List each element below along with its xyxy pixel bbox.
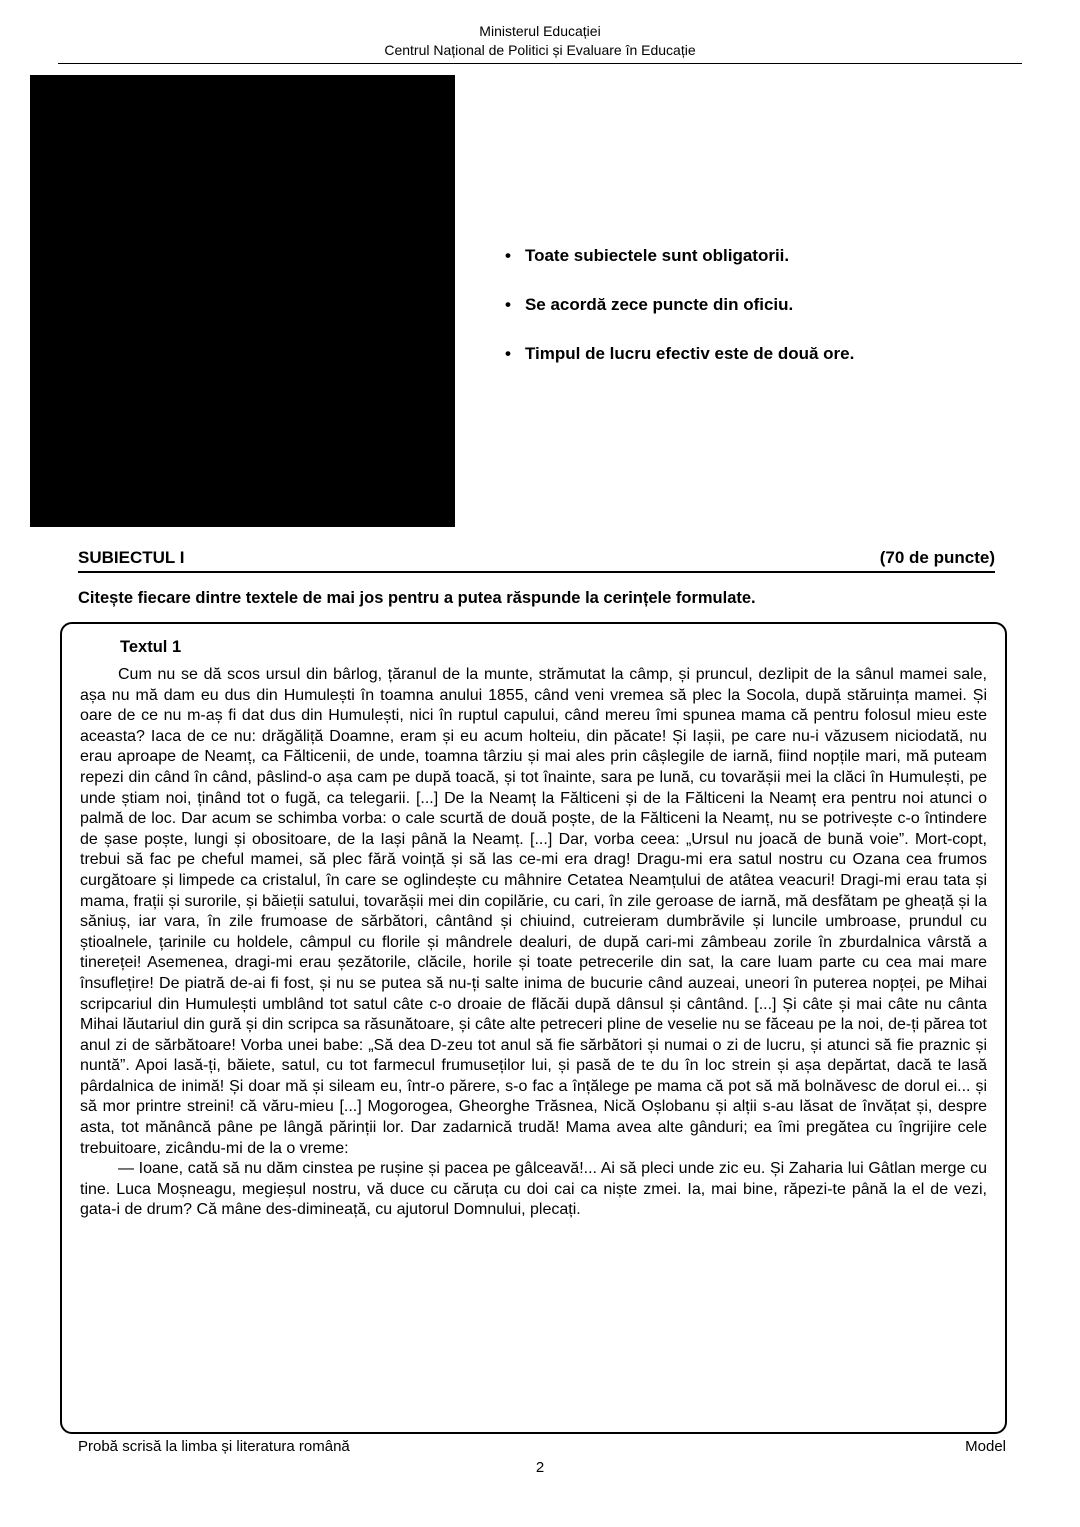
text1-body [80,665,987,1221]
subject-title: SUBIECTUL I [78,548,185,567]
notice-text: Se acordă zece puncte din oficiu. [524,295,794,314]
footer-exam-name: Probă scrisă la limba și literatura română [78,1438,350,1455]
page-header [0,22,1080,60]
bullet-icon: • [505,344,511,363]
text1-box [60,622,1007,1434]
text1-title: Textul 1 [120,638,182,656]
header-divider [58,63,1022,64]
footer-model-label: Model [965,1438,1006,1455]
notice-item [505,295,1025,315]
header-center: Centrul Național de Politici și Evaluare în Educație [384,42,696,58]
page-footer [78,1438,1006,1455]
notice-item [505,344,1025,364]
exam-notices [505,246,1025,393]
subject-heading-row [78,548,995,573]
text1-paragraph: Cum nu se dă scos ursul din bârlog, țăranul de la munte, strămutat la câmp, și pruncul, dezlipit de la sânul mamei sale, așa nu mă dam eu dus din Humulești în toamna anului 1855, când veni vremea să plec la Socola, după stăruința mamei. Și oare de ce nu m-aș fi dat dus din Humulești, nici în ruptul capului, când mereu îmi spunea mama că pentru folosul mieu este aceasta? Iaca de ce nu: drăgăliță Doamne, eram și eu acum holteiu, din păcate! Și Iașii, pe care nu-i văzusem niciodată, nu erau aproape de Neamț, ca Fălticenii, de unde, toamna târziu și mai ales prin câșlegile de iarnă, fiind nopțile mari, mă puteam repezi din când în când, pâslind-o așa cam pe după toacă, și tot înainte, sara pe lună, cu tovarășii mei la clăci în Humulești, pe unde știam noi, ținând tot o fugă, ca telegarii. [...] De la Neamț la Fălticeni și de la Fălticeni la Neamț era pentru noi atunci o palmă de loc. Dar acum se schimba vorba: o cale scurtă de două poște, de la Fălticeni la Neamț, nu se potrivește c-o întindere de șase poște, lungi și obositoare, de la Iași până la Neamț. [...] Dar, vorba ceea: „Ursul nu joacă de bună voie”. Mort-copt, trebui să fac pe cheful mamei, să plec fără voință și să las ce-mi era drag! Dragu-mi era satul nostru cu Ozana cea frumos curgătoare și limpede ca cristalul, în care se oglindește cu mâhnire Cetatea Neamțului de atâtea veacuri! Dragi-mi erau tata și mama, frații și surorile, și băieții satului, tovarășii mei din copilărie, cu cari, în zile geroase de iarnă, mă desfătam pe gheață și la săniuș, iar vara, în zile frumoase de sărbători, cântând și chiuind, cutreieram dumbrăvile și luncile umbroase, prundul cu știoalnele, țarinile cu holdele, câmpul cu florile și mândrele dealuri, de după cari-mi zâmbeau zorile în zburdalnica vârstă a tinereței! Asemenea, dragi-mi erau șezătorile, clăcile, horile și toate petrecerile din sat, la care luam parte cu cea mai mare însuflețire! De piatră de-ai fi fost, și nu se putea să nu-ți salte inima de bucurie când auzeai, uneori în puterea nopței, pe Mihai scripcariul din Humulești umblând tot satul câte c-o droaie de flăcăi după dânsul și cântând. [...] Și câte și mai câte nu cânta Mihai lăutariul din gură și din scripca sa răsunătoare, și câte alte petreceri pline de veselie nu se făceau pe la noi, de-ți părea tot anul zi de sărbătoare! Vorba unei babe: „Să dea D-zeu tot anul să fie sărbători și numai o zi de lucru, și atunci să fie praznic și nuntă”. Apoi lasă-ți, băiete, satul, cu tot farmecul frumuseților lui, și pasă de te du în loc strein și așa depărtat, dacă te lasă pârdalnica de inimă! Și doar mă și sileam eu, într-o părere, s-o fac a înțălege pe mama că pot să mă bolnăvesc de dorul ei... și să mor printre streini! că văru-mieu [...] Mogorogea, Gheorghe Trăsnea, Nică Oșlobanu și alții s-au lăsat de învățat și, despre asta, tot mănâncă pâne pe lângă părinții lor. Dar zadarnică trudă! Mama avea alte gânduri; ea îmi pregătea cu îngrijire cele trebuitoare, zicându-mi de la o vreme: [80,666,987,1157]
page-number: 2 [535,1459,545,1476]
notice-item [505,246,1025,266]
bullet-icon: • [505,246,511,265]
subject-instruction: Citește fiecare dintre textele de mai jos pentru a putea răspunde la cerințele formulate. [78,589,756,607]
text1-paragraph-dialogue: — Ioane, cată să nu dăm cinstea pe rușine și pacea pe gâlceavă!... Ai să pleci unde zic eu. Și Zaharia lui Gâtlan merge cu tine. Luca Moșneagu, megieșul nostru, vă duce cu căruța cu doi cai ca niște zmei. Ia, mai bine, răpezi-te până la el de vezi, gata-i de drum? Că mâne des-dimineață, cu ajutorul Domnului, plecați. [80,1160,987,1219]
bullet-icon: • [505,295,511,314]
notice-text: Timpul de lucru efectiv este de două ore. [524,344,855,363]
subject-points: (70 de puncte) [879,548,995,567]
header-ministry: Ministerul Educației [479,23,601,39]
notice-text: Toate subiectele sunt obligatorii. [524,246,790,265]
redacted-image [30,75,455,527]
